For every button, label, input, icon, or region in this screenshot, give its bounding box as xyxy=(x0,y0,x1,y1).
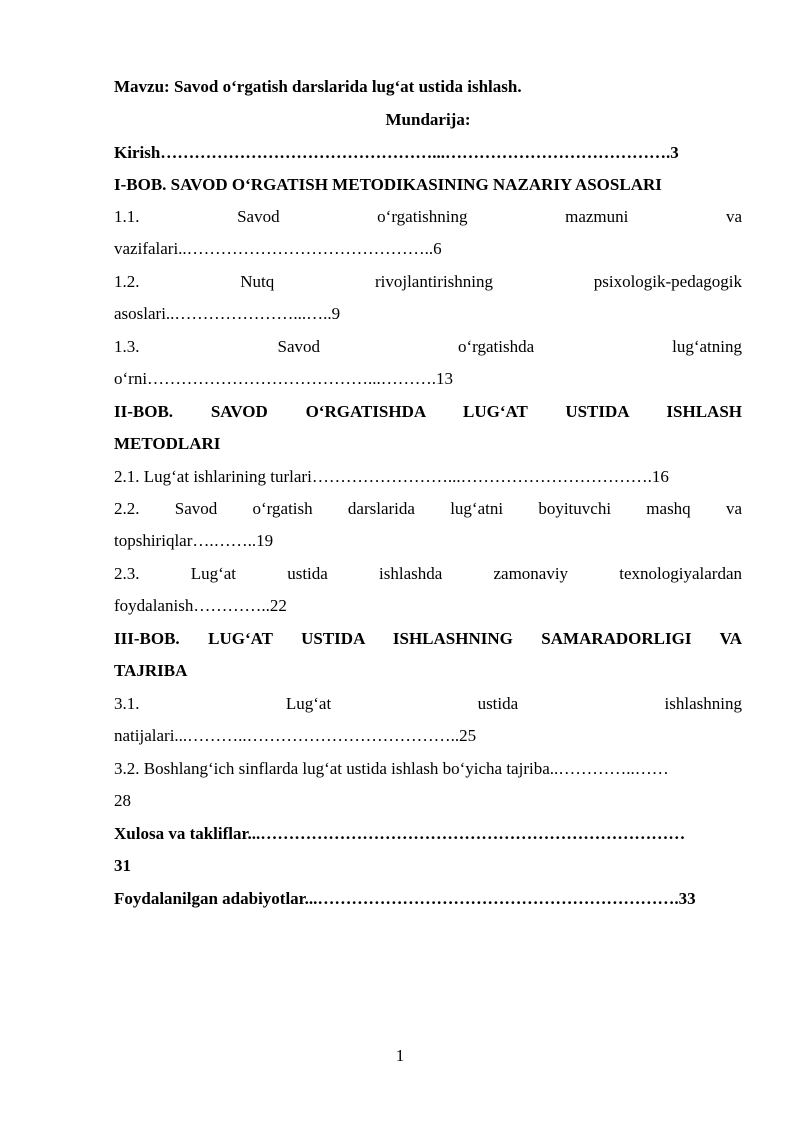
toc-entry-1-2: 1.2. Nutq rivojlantirishning psixologik-pedagogik xyxy=(114,272,742,291)
toc-chapter-2: II-BOB. SAVOD O‘RGATISHDA LUG‘AT USTIDA ISHLASH xyxy=(114,402,742,421)
toc-entry-3-1-cont: natijalari...………..………………………………..25 xyxy=(114,726,477,745)
toc-entry-kirish: Kirish…………………………………………...………………………………….3 xyxy=(114,143,679,162)
toc-entry-3-2-cont: 28 xyxy=(114,791,131,810)
topic-line: Mavzu: Savod o‘rgatish darslarida lug‘at ustida ishlash. xyxy=(114,77,522,96)
toc-entry-3-1: 3.1. Lug‘at ustida ishlashning xyxy=(114,694,742,713)
toc-entry-2-2: 2.2. Savod o‘rgatish darslarida lug‘atni boyituvchi mashq va xyxy=(114,499,742,518)
toc-heading: Mundarija: xyxy=(385,110,471,129)
toc-chapter-2-cont: METODLARI xyxy=(114,434,221,453)
toc-entry-1-1-cont: vazifalari..……………………………………..6 xyxy=(114,239,442,258)
toc-chapter-3: III-BOB. LUG‘AT USTIDA ISHLASHNING SAMARADORLIGI VA xyxy=(114,629,742,648)
toc-entry-2-2-cont: topshiriqlar….……..19 xyxy=(114,531,274,550)
toc-entry-1-2-cont: asoslari..…………………...…..9 xyxy=(114,304,341,323)
toc-entry-2-1: 2.1. Lug‘at ishlarining turlari……………………...…………………………….16 xyxy=(114,467,669,486)
toc-entry-xulosa-cont: 31 xyxy=(114,856,131,875)
toc-entry-2-3: 2.3. Lug‘at ustida ishlashda zamonaviy texnologiyalardan xyxy=(114,564,742,583)
toc-entry-2-3-cont: foydalanish…………..22 xyxy=(114,596,287,615)
toc-chapter-1: I-BOB. SAVOD O‘RGATISH METODIKASINING NAZARIY ASOSLARI xyxy=(114,175,662,194)
toc-chapter-3-cont: TAJRIBA xyxy=(114,661,188,680)
toc-entry-1-3: 1.3. Savod o‘rgatishda lug‘atning xyxy=(114,337,742,356)
toc-entry-3-2: 3.2. Boshlang‘ich sinflarda lug‘at ustida ishlash bo‘yicha tajriba..…………..…… xyxy=(114,759,669,778)
toc-entry-adabiyotlar: Foydalanilgan adabiyotlar...……………………………………………………….33 xyxy=(114,889,696,908)
toc-entry-1-3-cont: o‘rni…………………………………...……….13 xyxy=(114,369,454,388)
toc-entry-1-1: 1.1. Savod o‘rgatishning mazmuni va xyxy=(114,207,742,226)
toc-entry-xulosa: Xulosa va takliflar...………………………………………………………………… xyxy=(114,824,686,843)
page-number: 1 xyxy=(395,1046,405,1065)
